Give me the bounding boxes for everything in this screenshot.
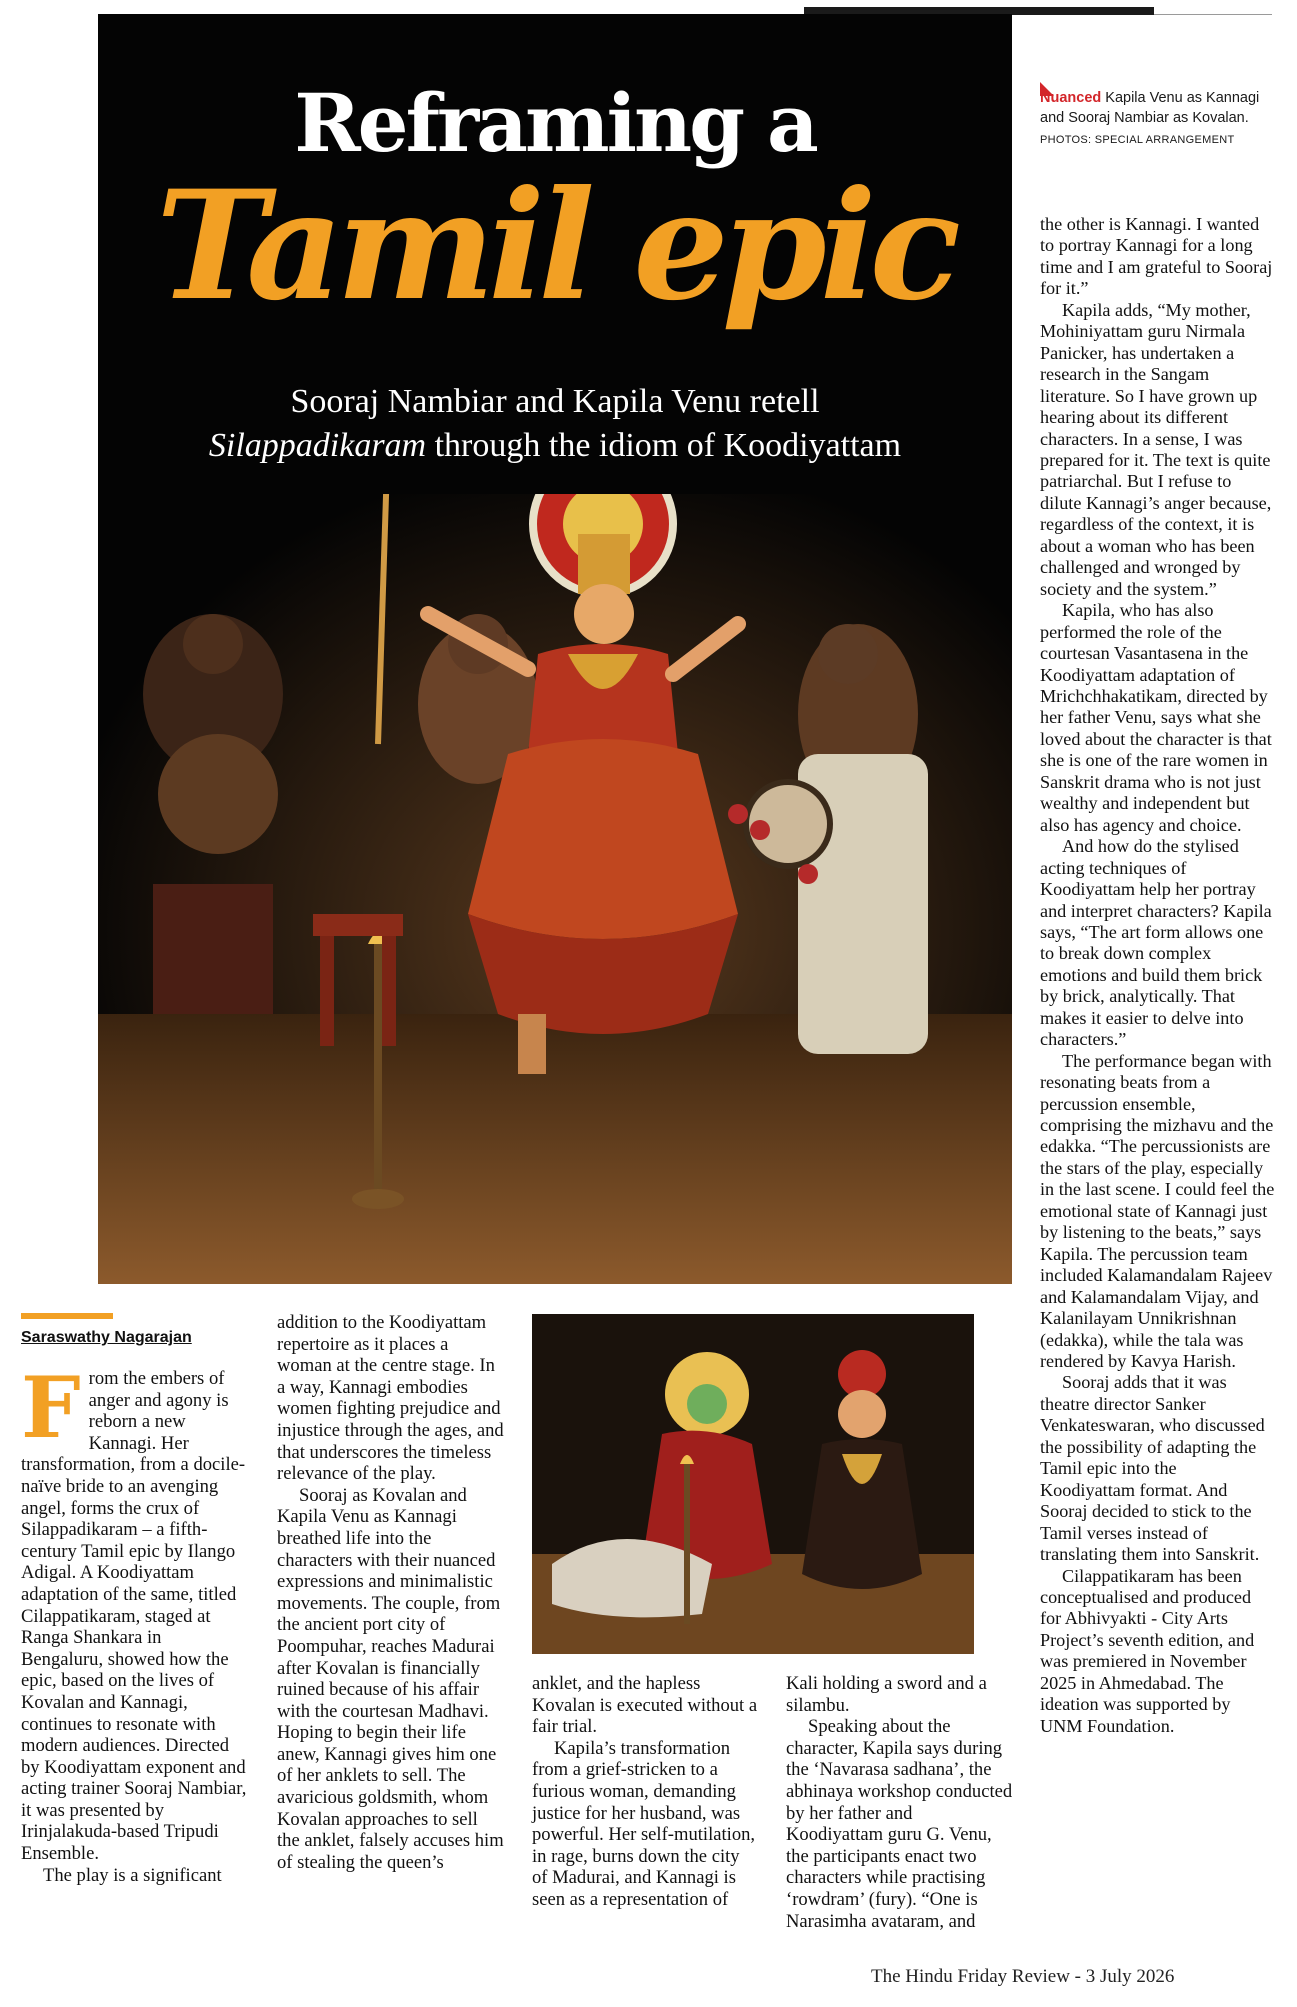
page-footer: The Hindu Friday Review - 3 July 2026	[871, 1966, 1175, 1987]
photo-caption	[1040, 88, 1280, 150]
byline-accent-bar	[21, 1313, 113, 1319]
text-column-3	[532, 1673, 759, 1911]
hero-photo-panel	[98, 14, 1012, 1284]
paragraph: Speaking about the character, Kapila says during the ‘Navarasa sadhana’, the abhinaya workshop conducted by her father and Koodiyattam guru G. Venu, the participants enact two characters while practising ‘rowdram’ (fury). “One is Narasimha avataram, and	[786, 1716, 1013, 1932]
paragraph: Kapila, who has also performed the role of the courtesan Vasantasena in the Koodiyattam adaptation of Mrichchhakatikam, directed by her father Venu, says what she loved about the character is that she is one of the rare women in Sanskrit drama who is not just wealthy and independent but also has agency and choice.	[1040, 600, 1272, 835]
second-photo	[532, 1314, 974, 1654]
paragraph: Kapila’s transformation from a grief-stricken to a furious woman, demanding justice for her husband, was powerful. Her self-mutilation, in rage, burns down the city of Madurai, and Kannagi is seen as a representation of	[532, 1737, 756, 1910]
standfirst-line-1: Sooraj Nambiar and Kapila Venu retell	[290, 383, 820, 420]
caption-marker-icon	[1040, 82, 1054, 96]
text-column-5	[1040, 214, 1276, 1737]
standfirst	[138, 380, 972, 468]
paragraph: Sooraj adds that it was theatre director Sanker Venkateswaran, who discussed the possibility of adapting the Tamil epic into the Koodiyattam format. And Sooraj decided to stick to the Tamil verses instead of translating them into Sanskrit.	[1040, 1372, 1265, 1565]
headline-line-2: Tamil epic	[156, 158, 954, 334]
paragraph: Cilappatikaram has been conceptualised and produced for Abhivyakti - City Arts Project’s seventh edition, and was premiered in November 2025 in Ahmedabad. The ideation was supported by UNM Foundation.	[1040, 1565, 1255, 1736]
byline: Saraswathy Nagarajan	[21, 1329, 192, 1346]
caption-lead: Nuanced	[1040, 90, 1102, 106]
performance-photo	[98, 494, 1012, 1284]
paragraph: The performance began with resonating beats from a percussion ensemble, comprising the mizhavu and the edakka. “The percussionists are the stars of the play, especially in the last scene. I could feel the emotional state of Kannagi just by listening to the beats,” says Kapila. The percussion team included Kalamandalam Rajeev and Kalamandalam Vijay, and Kalanilayam Unnikrishnan (edakka), while the tala was rendered by Kavya Harish.	[1040, 1050, 1275, 1372]
paragraph-text: rom the embers of anger and agony is reborn a new Kannagi. Her transformation, from a docile-naïve bride to an avenging angel, forms the crux of Silappadikaram – a fifth-century Tamil epic by Ilango Adigal. A Koodiyattam adaptation of the same, titled Cilappatikaram, staged at Ranga Shankara in Bengaluru, showed how the epic, based on the lives of Kovalan and Kannagi, continues to resonate with modern audiences. Directed by Koodiyattam exponent and acting trainer Sooraj Nambiar, it was presented by Irinjalakuda-based Tripudi Ensemble.	[21, 1368, 247, 1865]
paragraph: addition to the Koodiyattam repertoire as it places a woman at the centre stage. In a way, Kannagi embodies women fighting prejudice and injustice through the ages, and that underscores the timeless relevance of the play.	[277, 1312, 504, 1485]
caption-credit: PHOTOS: SPECIAL ARRANGEMENT	[1040, 134, 1235, 146]
text-column-1	[21, 1358, 248, 1886]
paragraph	[21, 1358, 248, 1865]
drummer-left-figure	[143, 614, 283, 1014]
paragraph: The play is a significant	[43, 1864, 222, 1886]
paragraph: Sooraj as Kovalan and Kapila Venu as Kannagi breathed life into the characters with their nuanced expressions and minimalistic movements. The couple, from the ancient port city of Poompuhar, reaches Madurai after Kovalan is financially ruined because of his affair with the courtesan Madhavi. Hoping to begin their life anew, Kannagi gives him one of her anklets to sell. The avaricious goldsmith, whom Kovalan approaches to sell the anklet, falsely accuses him of stealing the queen’s	[277, 1484, 504, 1873]
paragraph: anklet, and the hapless Kovalan is executed without a fair trial.	[532, 1673, 758, 1738]
paragraph: And how do the stylised acting techniques of Koodiyattam help her portray and interpret characters? Kapila says, “The art form allows one to break down complex emotions and build them brick by brick, analytically. That makes it easier to delve into characters.”	[1040, 836, 1272, 1050]
text-column-4	[786, 1673, 1013, 1932]
standfirst-italic: Silappadikaram	[208, 427, 427, 464]
drop-cap: F	[21, 1358, 81, 1457]
paragraph: Kapila adds, “My mother, Mohiniyattam guru Nirmala Panicker, has undertaken a research in the Sangam literature. So I have grown up hearing about its different characters. In a sense, I was prepared for it. The text is quite patriarchal. But I refuse to dilute Kannagi’s anger because, regardless of the context, it is about a woman who has been challenged and wronged by society and the system.”	[1040, 299, 1272, 599]
caption-text: Kapila Venu as Kannagi and Sooraj Nambiar as Kovalan.	[1040, 90, 1260, 126]
standfirst-line-2: through the idiom of Koodiyattam	[426, 427, 902, 464]
text-column-2	[277, 1312, 504, 1873]
paragraph: the other is Kannagi. I wanted to portray Kannagi for a long time and I am grateful to Sooraj for it.”	[1040, 214, 1273, 299]
paragraph: Kali holding a sword and a silambu.	[786, 1673, 987, 1716]
headline-line-1: Reframing a	[294, 76, 816, 170]
